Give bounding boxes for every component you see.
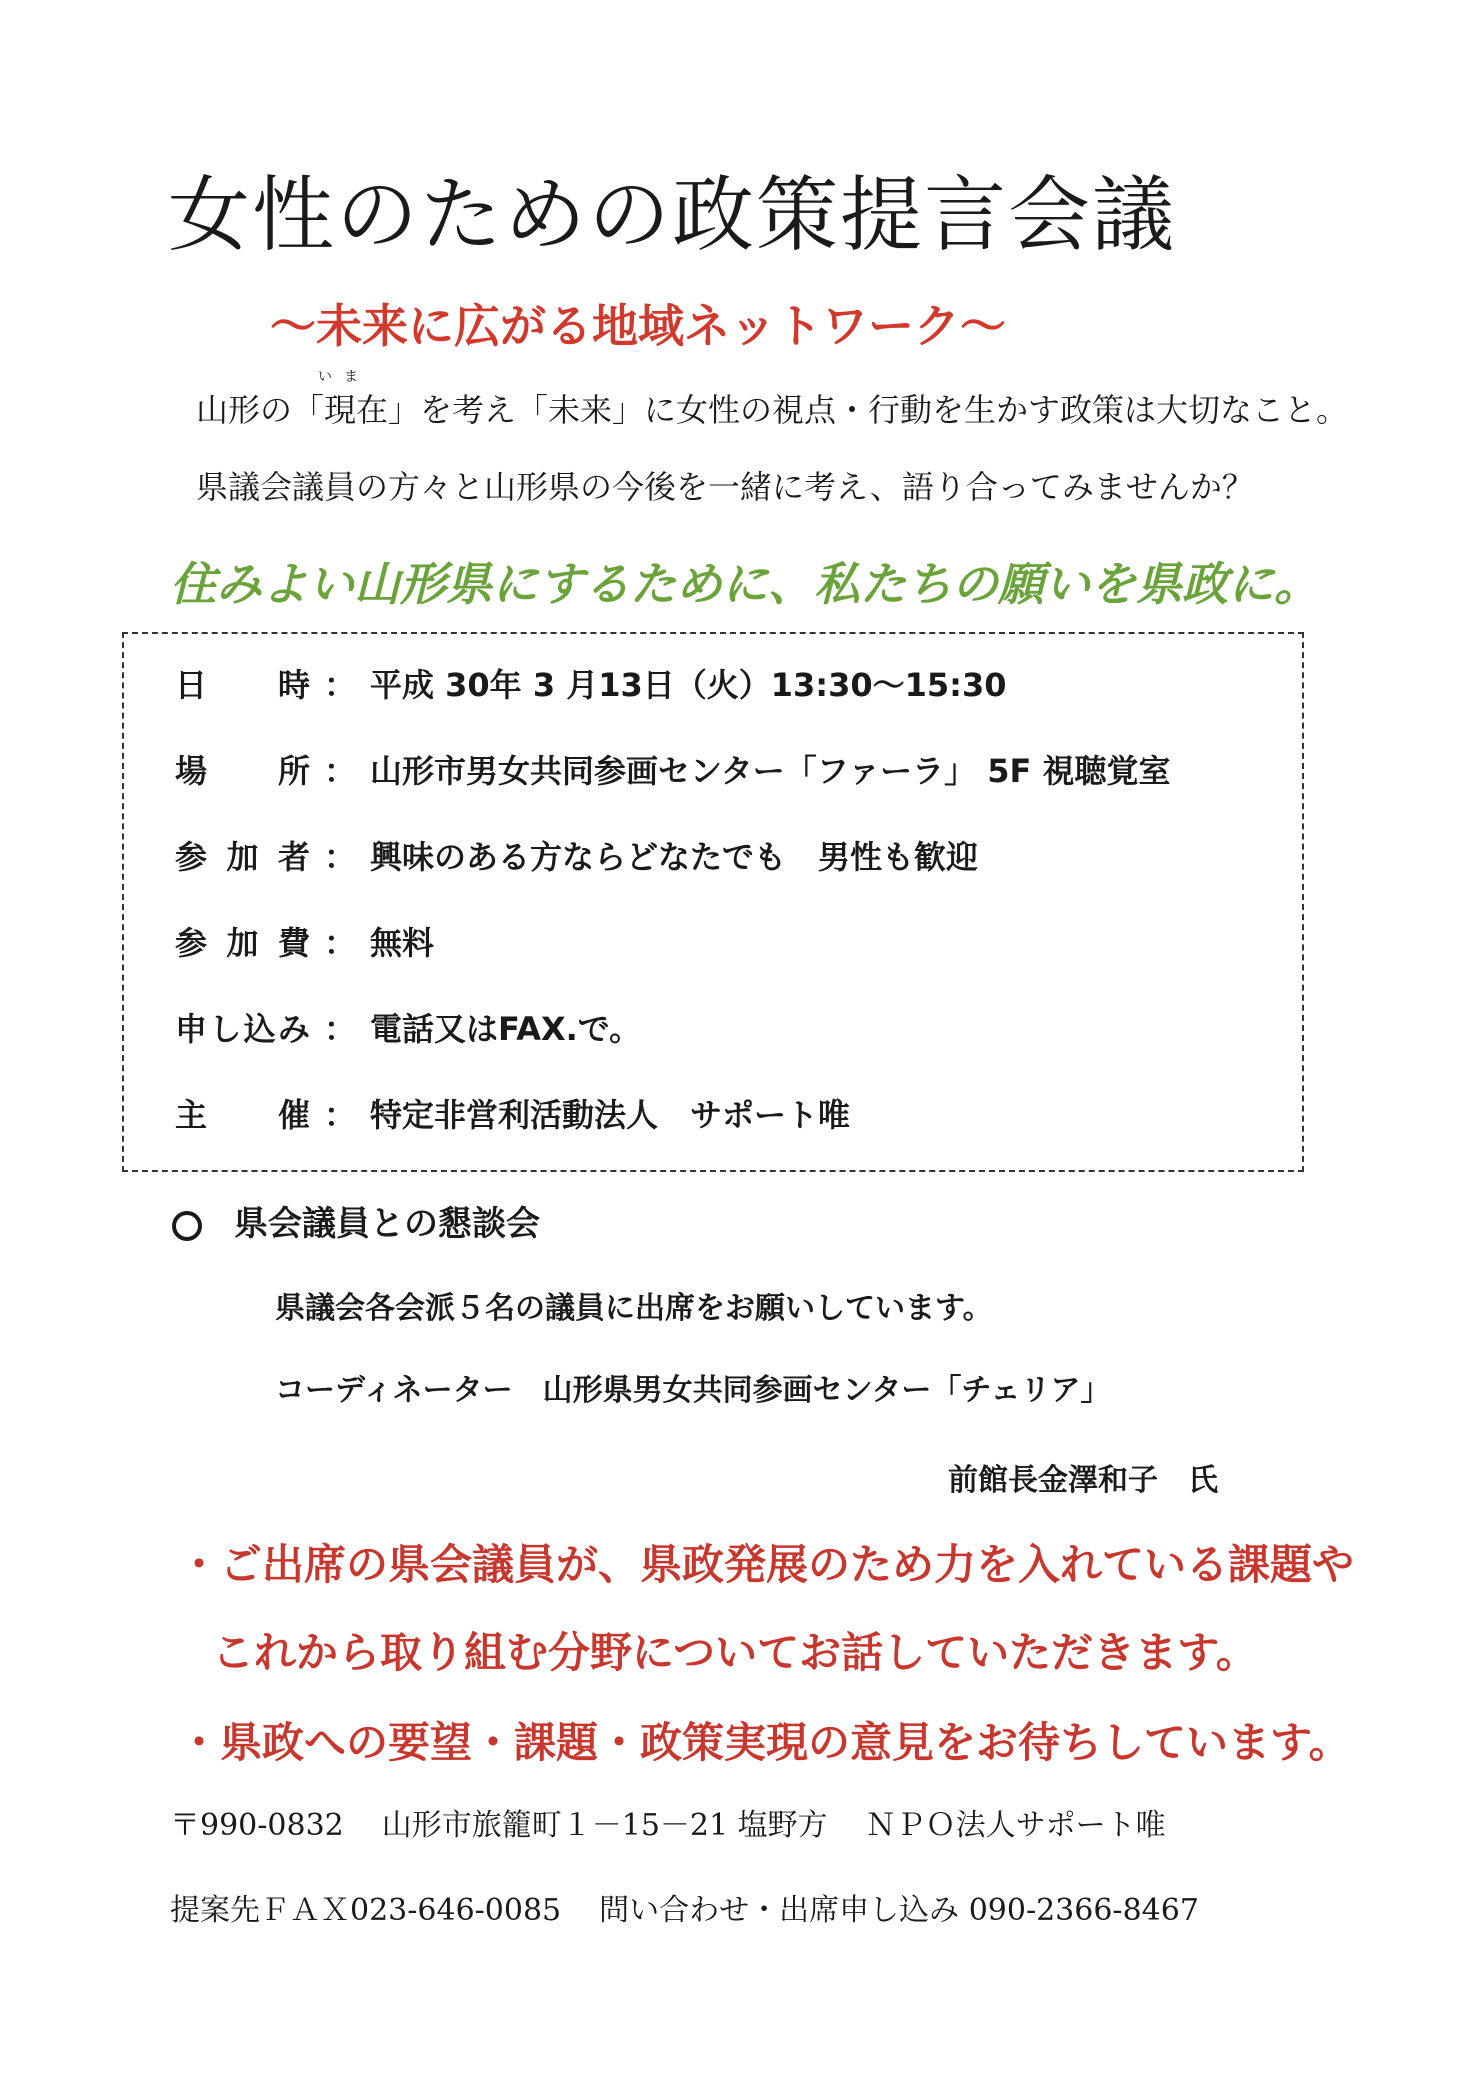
- meeting-heading-row: [172, 1196, 540, 1245]
- detail-row-participants: [175, 832, 978, 878]
- page-title: 女性のための政策提言会議: [168, 168, 1177, 263]
- detail-colon: ：: [323, 752, 356, 790]
- detail-value: 電話又はFAX.で。: [370, 1010, 642, 1048]
- footer-address-line: [170, 1800, 1166, 1844]
- address: 山形市旅籠町１－15－21 塩野方: [381, 1808, 828, 1843]
- detail-value: 特定非営利活動法人 サポート唯: [370, 1096, 851, 1134]
- detail-row-fee: [175, 918, 434, 964]
- detail-colon: ：: [323, 838, 356, 876]
- detail-row-datetime: [175, 660, 1006, 706]
- note-line-1: ・ご出席の県会議員が、県政発展のため力を入れている課題や: [178, 1540, 1355, 1589]
- detail-colon: ：: [323, 1010, 356, 1048]
- detail-row-organizer: [175, 1090, 850, 1136]
- detail-label: 参加費: [175, 924, 310, 962]
- organization: ＮＰＯ法人サポート唯: [865, 1808, 1166, 1843]
- meeting-heading: 県会議員との懇談会: [234, 1204, 540, 1244]
- detail-label: 主催: [175, 1096, 310, 1134]
- subtitle: 〜未来に広がる地域ネットワーク〜: [270, 299, 1006, 353]
- intro-line-2: 県議会議員の方々と山形県の今後を一緒に考え、語り合ってみませんか？: [196, 468, 1254, 506]
- intro-line-1: 山形の「現在」を考え「未来」に女性の視点・行動を生かす政策は大切なこと。: [196, 391, 1349, 429]
- slogan: 住みよい山形県にするために、私たちの願いを県政に。: [170, 557, 1320, 611]
- footer-contact-line: [170, 1885, 1199, 1929]
- note-line-3: ・県政への要望・課題・政策実現の意見をお待ちしています。: [178, 1718, 1351, 1767]
- detail-value: 山形市男女共同参画センター「ファーラ」 5F 視聴覚室: [370, 752, 1171, 790]
- fax-number: 提案先ＦＡＸ023-646-0085: [170, 1893, 562, 1928]
- detail-value: 平成 30年 3 月13日（火）13:30〜15:30: [370, 666, 1007, 704]
- note-line-2: これから取り組む分野についてお話していただきます。: [212, 1628, 1258, 1677]
- detail-label: 参加者: [175, 838, 310, 876]
- detail-label: 日時: [175, 666, 310, 704]
- detail-row-application: [175, 1004, 641, 1050]
- contact-phone: 問い合わせ・出席申し込み 090-2366-8467: [599, 1893, 1199, 1928]
- postal-code: 〒990-0832: [170, 1808, 344, 1843]
- circle-bullet-icon: [172, 1211, 202, 1241]
- detail-colon: ：: [323, 666, 356, 704]
- meeting-line-2: コーディネーター 山形県男女共同参画センター「チェリア」: [275, 1373, 1111, 1408]
- detail-label: 申し込み: [175, 1010, 310, 1048]
- detail-label: 場所: [175, 752, 310, 790]
- detail-colon: ：: [323, 1096, 356, 1134]
- detail-row-venue: [175, 746, 1171, 792]
- detail-colon: ：: [323, 924, 356, 962]
- meeting-line-1: 県議会各会派５名の議員に出席をお願いしています。: [275, 1291, 993, 1326]
- detail-value: 無料: [370, 924, 435, 962]
- meeting-line-3: 前館長金澤和子 氏: [948, 1463, 1218, 1498]
- ruby-annotation: いま: [318, 369, 370, 385]
- detail-value: 興味のある方ならどなたでも 男性も歓迎: [370, 838, 979, 876]
